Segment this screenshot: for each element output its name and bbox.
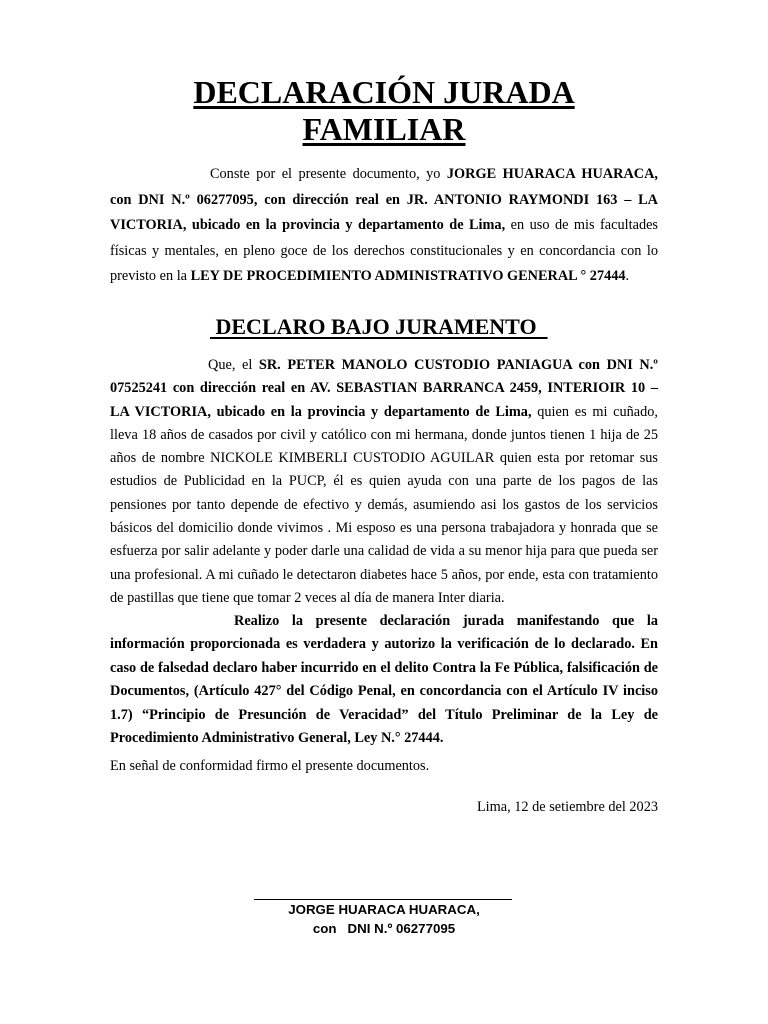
signatory-dni: con DNI N.º 06277095 <box>312 921 456 936</box>
intro-text-2: en uso de mis facultades físicas y mentales, en pleno goce de los derechos constitucionales y en concordancia con lo previsto en la <box>110 217 658 284</box>
legal-text: Realizo la presente declaración jurada manifestando que la información proporcionada es verdadera y autorizo la verificación de lo declarado. En caso de falsedad declaro haber incurrido en el delito Contra la Fe Pública, falsificación de Documentos, (Artículo 427° del Código Penal, en concordancia con el Artículo IV inciso 1.7) “Principio de Presunción de Veracidad” del Título Preliminar de la Ley de Procedimiento Administrativo General, Ley N.° 27444. <box>110 613 658 747</box>
intro-text-3: . <box>625 268 630 284</box>
declaration-text-1: Que, el <box>208 357 259 373</box>
declaration-paragraph <box>110 354 658 610</box>
relative-details: SR. PETER MANOLO CUSTODIO PANIAGUA con DNI N.º 07525241 con dirección real en AV. SEBASTIAN BARRANCA 2459, INTERIOIR 10 – LA VICTORIA, ubicado en la provincia y departamento de Lima, <box>110 357 658 420</box>
closing-statement: En señal de conformidad firmo el presente documentos. <box>110 758 430 774</box>
signatory-name: JORGE HUARACA HUARACA, <box>288 902 480 917</box>
declaration-text-2: quien es mi cuñado, lleva 18 años de casados por civil y católico con mi hermana, donde juntos tienen 1 hija de 25 años de nombre NICKOLE KIMBERLI CUSTODIO AGUILAR quien esta por retomar sus estudios de Publicidad en la PUCP, él es quien ayuda con una parte de los pagos de las pensiones por tanto depende de efectivo y demás, asumiendo asi los gastos de los servicios básicos del domicilio donde vivimos . Mi esposo es una persona trabajadora y honrada que se esfuerza por salir adelante y poder darle una calidad de vida a su menor hija para que pueda ser una profesional. A mi cuñado le detectaron diabetes hace 5 años, por ende, esta con tratamiento de pastillas que tiene que tomar 2 veces al día de manera Inter diaria. <box>110 403 658 606</box>
law-reference: LEY DE PROCEDIMIENTO ADMINISTRATIVO GENERAL ° 27444 <box>190 268 626 284</box>
signature-line <box>254 899 512 900</box>
declaration-heading: DECLARO BAJO JURAMENTO <box>210 314 548 339</box>
declarant-details: JORGE HUARACA HUARACA, con DNI N.º 06277095, con dirección real en JR. ANTONIO RAYMONDI 163 – LA VICTORIA, ubicado en la provincia y departamento de Lima, <box>110 166 658 233</box>
legal-paragraph <box>110 610 658 750</box>
document-title <box>0 74 768 148</box>
title-line-1: DECLARACIÓN JURADA <box>193 74 575 110</box>
intro-paragraph <box>110 162 658 290</box>
intro-text-1: Conste por el presente documento, yo <box>210 166 447 182</box>
title-line-2: FAMILIAR <box>302 111 466 147</box>
place-date: Lima, 12 de setiembre del 2023 <box>476 799 658 815</box>
